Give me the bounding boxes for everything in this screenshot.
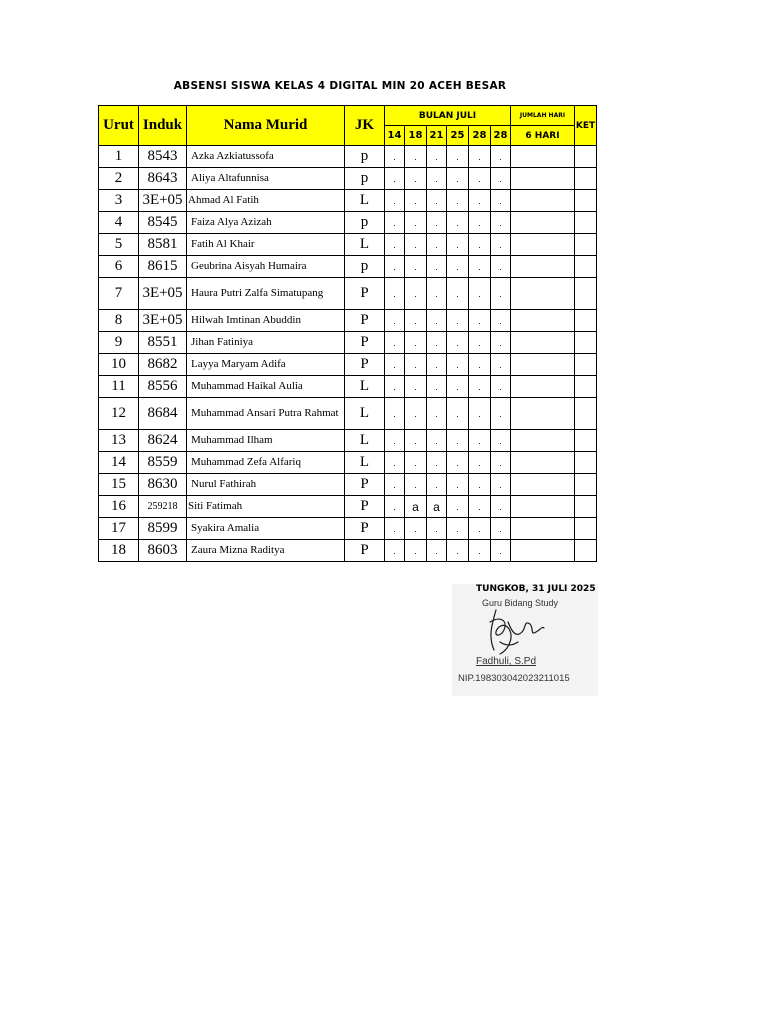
row-number: 10 [99, 354, 139, 376]
row-gender: P [345, 518, 385, 540]
row-gender: p [345, 212, 385, 234]
attendance-cell: . [427, 190, 447, 212]
attendance-cell: . [491, 256, 511, 278]
handwritten-signature [478, 602, 548, 658]
signature-name: Fadhuli, S.Pd [476, 656, 537, 667]
attendance-cell: a [405, 496, 427, 518]
attendance-cell: . [385, 234, 405, 256]
row-total-cell [511, 540, 575, 562]
attendance-cell: . [405, 278, 427, 310]
table-row [99, 518, 597, 540]
row-induk: 8630 [139, 474, 187, 496]
header-nama-murid: Nama Murid [187, 106, 345, 146]
row-number: 7 [99, 278, 139, 310]
row-total-cell [511, 496, 575, 518]
attendance-cell: . [405, 518, 427, 540]
attendance-cell: . [447, 354, 469, 376]
attendance-cell: . [405, 430, 427, 452]
row-total-cell [511, 430, 575, 452]
attendance-cell: . [491, 430, 511, 452]
attendance-cell: . [405, 212, 427, 234]
attendance-cell: . [491, 332, 511, 354]
attendance-cell: . [447, 398, 469, 430]
attendance-cell: . [427, 332, 447, 354]
row-ket-cell [575, 256, 597, 278]
row-total-cell [511, 354, 575, 376]
row-student-name: Faiza Alya Azizah [187, 212, 345, 234]
attendance-cell: . [405, 376, 427, 398]
attendance-cell: . [447, 376, 469, 398]
attendance-cell: . [427, 146, 447, 168]
row-student-name: Jihan Fatiniya [187, 332, 345, 354]
row-induk: 8545 [139, 212, 187, 234]
row-total-cell [511, 212, 575, 234]
row-induk: 8581 [139, 234, 187, 256]
row-student-name: Zaura Mizna Raditya [187, 540, 345, 562]
attendance-cell: . [427, 540, 447, 562]
row-induk: 8682 [139, 354, 187, 376]
row-number: 8 [99, 310, 139, 332]
attendance-cell: . [405, 190, 427, 212]
row-student-name: Syakira Amalia [187, 518, 345, 540]
attendance-cell: . [385, 278, 405, 310]
row-gender: P [345, 354, 385, 376]
row-gender: p [345, 256, 385, 278]
attendance-cell: . [447, 212, 469, 234]
row-student-name: Muhammad Ilham [187, 430, 345, 452]
attendance-cell: . [447, 190, 469, 212]
row-total-cell [511, 190, 575, 212]
table-row [99, 496, 597, 518]
row-number: 4 [99, 212, 139, 234]
row-student-name: Muhammad Haikal Aulia [187, 376, 345, 398]
signature-place-date: TUNGKOB, 31 JULI 2025 [476, 584, 596, 594]
table-row [99, 332, 597, 354]
attendance-cell: . [405, 398, 427, 430]
header-jk: JK [345, 106, 385, 146]
attendance-cell: . [447, 234, 469, 256]
row-total-cell [511, 310, 575, 332]
row-total-cell [511, 398, 575, 430]
table-row [99, 376, 597, 398]
row-number: 3 [99, 190, 139, 212]
row-ket-cell [575, 430, 597, 452]
row-induk: 8599 [139, 518, 187, 540]
row-induk: 8684 [139, 398, 187, 430]
row-student-name: Fatih Al Khair [187, 234, 345, 256]
attendance-cell: . [469, 212, 491, 234]
row-ket-cell [575, 168, 597, 190]
attendance-cell: . [469, 518, 491, 540]
row-number: 12 [99, 398, 139, 430]
header-ket: KET [575, 106, 597, 146]
row-induk: 8603 [139, 540, 187, 562]
attendance-cell: . [427, 376, 447, 398]
attendance-cell: . [491, 310, 511, 332]
attendance-cell: . [447, 474, 469, 496]
attendance-cell: . [385, 332, 405, 354]
row-total-cell [511, 168, 575, 190]
attendance-cell: . [491, 398, 511, 430]
row-ket-cell [575, 474, 597, 496]
attendance-cell: . [385, 430, 405, 452]
row-gender: P [345, 496, 385, 518]
row-ket-cell [575, 278, 597, 310]
attendance-cell: . [405, 168, 427, 190]
table-row [99, 430, 597, 452]
row-total-cell [511, 256, 575, 278]
row-student-name: Ahmad Al Fatih [187, 190, 345, 212]
attendance-cell: . [385, 354, 405, 376]
row-ket-cell [575, 376, 597, 398]
row-induk: 8643 [139, 168, 187, 190]
attendance-cell: . [385, 212, 405, 234]
attendance-cell: . [427, 354, 447, 376]
row-induk: 8543 [139, 146, 187, 168]
row-induk: 259218 [139, 496, 187, 518]
attendance-cell: . [491, 168, 511, 190]
attendance-cell: . [491, 278, 511, 310]
attendance-cell: . [469, 540, 491, 562]
page-title: ABSENSI SISWA KELAS 4 DIGITAL MIN 20 ACEH BESAR [173, 80, 507, 92]
attendance-cell: . [447, 310, 469, 332]
attendance-cell: . [469, 398, 491, 430]
attendance-cell: . [447, 496, 469, 518]
attendance-cell: . [427, 518, 447, 540]
table-row [99, 190, 597, 212]
attendance-cell: a [427, 496, 447, 518]
header-date: 25 [447, 126, 469, 146]
row-student-name: Aliya Altafunnisa [187, 168, 345, 190]
attendance-cell: . [447, 256, 469, 278]
attendance-cell: . [469, 168, 491, 190]
row-gender: P [345, 310, 385, 332]
row-number: 17 [99, 518, 139, 540]
row-induk: 3E+05 [139, 190, 187, 212]
row-total-cell [511, 146, 575, 168]
attendance-cell: . [491, 518, 511, 540]
table-row [99, 168, 597, 190]
row-ket-cell [575, 190, 597, 212]
table-row [99, 278, 597, 310]
attendance-cell: . [385, 452, 405, 474]
table-row [99, 452, 597, 474]
row-gender: p [345, 168, 385, 190]
attendance-cell: . [469, 430, 491, 452]
attendance-cell: . [427, 168, 447, 190]
attendance-cell: . [405, 474, 427, 496]
header-date: 21 [427, 126, 447, 146]
row-student-name: Azka Azkiatussofa [187, 146, 345, 168]
row-number: 18 [99, 540, 139, 562]
attendance-cell: . [427, 398, 447, 430]
row-ket-cell [575, 354, 597, 376]
row-induk: 3E+05 [139, 278, 187, 310]
attendance-cell: . [469, 278, 491, 310]
attendance-cell: . [427, 474, 447, 496]
row-ket-cell [575, 310, 597, 332]
row-ket-cell [575, 234, 597, 256]
row-ket-cell [575, 496, 597, 518]
row-gender: L [345, 452, 385, 474]
row-ket-cell [575, 146, 597, 168]
row-gender: P [345, 474, 385, 496]
attendance-cell: . [491, 234, 511, 256]
attendance-cell: . [385, 398, 405, 430]
attendance-cell: . [447, 168, 469, 190]
attendance-cell: . [427, 278, 447, 310]
row-student-name: Siti Fatimah [187, 496, 345, 518]
attendance-cell: . [405, 452, 427, 474]
row-student-name: Muhammad Ansari Putra Rahmat [187, 398, 345, 430]
header-date: 28 [469, 126, 491, 146]
attendance-cell: . [469, 496, 491, 518]
row-total-cell [511, 234, 575, 256]
row-gender: L [345, 430, 385, 452]
row-total-cell [511, 376, 575, 398]
attendance-table [98, 105, 597, 562]
attendance-cell: . [469, 146, 491, 168]
row-student-name: Haura Putri Zalfa Simatupang [187, 278, 345, 310]
row-number: 13 [99, 430, 139, 452]
header-date: 14 [385, 126, 405, 146]
attendance-cell: . [385, 518, 405, 540]
row-number: 11 [99, 376, 139, 398]
attendance-cell: . [385, 496, 405, 518]
row-gender: P [345, 278, 385, 310]
attendance-cell: . [427, 212, 447, 234]
row-induk: 8624 [139, 430, 187, 452]
attendance-cell: . [447, 452, 469, 474]
header-urut: Urut [99, 106, 139, 146]
attendance-cell: . [447, 430, 469, 452]
attendance-cell: . [405, 256, 427, 278]
table-row [99, 398, 597, 430]
table-row [99, 354, 597, 376]
row-total-cell [511, 332, 575, 354]
row-number: 6 [99, 256, 139, 278]
attendance-cell: . [491, 496, 511, 518]
row-ket-cell [575, 212, 597, 234]
attendance-cell: . [405, 146, 427, 168]
attendance-cell: . [447, 518, 469, 540]
attendance-cell: . [491, 376, 511, 398]
attendance-cell: . [385, 474, 405, 496]
row-gender: P [345, 332, 385, 354]
table-row [99, 474, 597, 496]
row-student-name: Muhammad Zefa Alfariq [187, 452, 345, 474]
attendance-cell: . [427, 452, 447, 474]
row-number: 5 [99, 234, 139, 256]
table-row [99, 310, 597, 332]
attendance-cell: . [469, 234, 491, 256]
row-number: 16 [99, 496, 139, 518]
row-induk: 8615 [139, 256, 187, 278]
row-total-cell [511, 278, 575, 310]
row-gender: L [345, 376, 385, 398]
row-number: 2 [99, 168, 139, 190]
attendance-cell: . [447, 146, 469, 168]
attendance-cell: . [385, 310, 405, 332]
attendance-cell: . [385, 190, 405, 212]
table-row [99, 212, 597, 234]
attendance-cell: . [405, 332, 427, 354]
attendance-cell: . [491, 540, 511, 562]
attendance-cell: . [469, 310, 491, 332]
table-row [99, 256, 597, 278]
header-6-hari: 6 HARI [511, 126, 575, 146]
row-induk: 8551 [139, 332, 187, 354]
attendance-cell: . [427, 310, 447, 332]
row-student-name: Nurul Fathirah [187, 474, 345, 496]
attendance-cell: . [491, 354, 511, 376]
row-number: 1 [99, 146, 139, 168]
header-bulan-juli: BULAN JULI [385, 106, 511, 126]
row-gender: p [345, 146, 385, 168]
signature-nip: NIP.198303042023211015 [458, 673, 570, 684]
table-row [99, 146, 597, 168]
row-induk: 3E+05 [139, 310, 187, 332]
row-number: 14 [99, 452, 139, 474]
attendance-cell: . [491, 146, 511, 168]
attendance-cell: . [385, 168, 405, 190]
header-induk: Induk [139, 106, 187, 146]
attendance-cell: . [385, 256, 405, 278]
row-gender: L [345, 234, 385, 256]
row-ket-cell [575, 518, 597, 540]
table-row [99, 540, 597, 562]
row-number: 9 [99, 332, 139, 354]
attendance-cell: . [469, 376, 491, 398]
row-ket-cell [575, 540, 597, 562]
row-number: 15 [99, 474, 139, 496]
attendance-cell: . [469, 354, 491, 376]
attendance-cell: . [469, 474, 491, 496]
attendance-cell: . [469, 190, 491, 212]
attendance-cell: . [469, 452, 491, 474]
attendance-cell: . [491, 452, 511, 474]
attendance-cell: . [469, 256, 491, 278]
attendance-cell: . [405, 234, 427, 256]
attendance-cell: . [491, 212, 511, 234]
attendance-cell: . [427, 234, 447, 256]
attendance-cell: . [385, 146, 405, 168]
header-date: 18 [405, 126, 427, 146]
attendance-cell: . [427, 430, 447, 452]
header-jumlah-hari: JUMLAH HARI [511, 106, 575, 126]
row-ket-cell [575, 332, 597, 354]
header-date: 28 [491, 126, 511, 146]
row-induk: 8556 [139, 376, 187, 398]
row-student-name: Geubrina Aisyah Humaira [187, 256, 345, 278]
attendance-cell: . [405, 354, 427, 376]
row-student-name: Layya Maryam Adifa [187, 354, 345, 376]
attendance-cell: . [447, 540, 469, 562]
attendance-cell: . [385, 376, 405, 398]
attendance-cell: . [447, 278, 469, 310]
row-total-cell [511, 452, 575, 474]
row-total-cell [511, 518, 575, 540]
signature-role: Guru Bidang Study [482, 598, 559, 608]
row-gender: P [345, 540, 385, 562]
table-row [99, 234, 597, 256]
row-gender: L [345, 190, 385, 212]
attendance-cell: . [427, 256, 447, 278]
header-row-top [99, 106, 597, 126]
row-student-name: Hilwah Imtinan Abuddin [187, 310, 345, 332]
attendance-cell: . [491, 190, 511, 212]
attendance-cell: . [491, 474, 511, 496]
row-ket-cell [575, 452, 597, 474]
attendance-cell: . [447, 332, 469, 354]
row-ket-cell [575, 398, 597, 430]
row-induk: 8559 [139, 452, 187, 474]
attendance-cell: . [469, 332, 491, 354]
attendance-cell: . [405, 310, 427, 332]
attendance-cell: . [385, 540, 405, 562]
row-total-cell [511, 474, 575, 496]
row-gender: L [345, 398, 385, 430]
attendance-cell: . [405, 540, 427, 562]
